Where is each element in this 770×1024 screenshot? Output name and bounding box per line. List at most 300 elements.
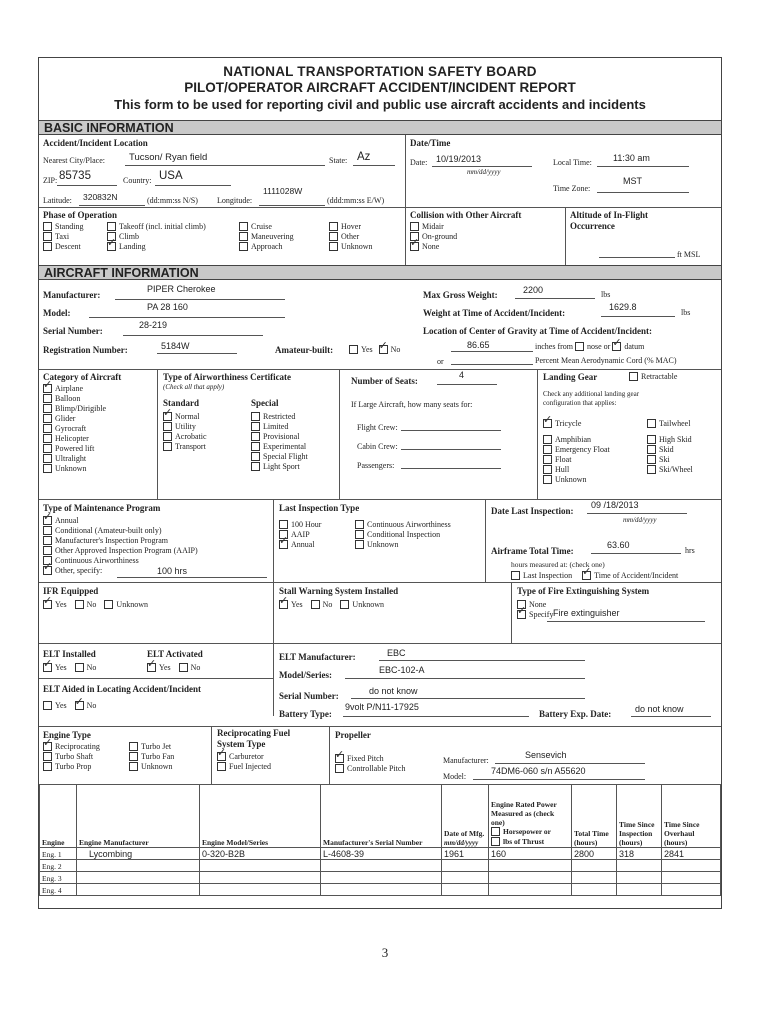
phase-option[interactable]: Standing (43, 222, 83, 232)
state-label: State: (329, 156, 348, 165)
col-engine-model: Engine Model/Series (200, 785, 321, 848)
engine-type-option[interactable]: Turbo Prop (43, 762, 100, 772)
registration-value[interactable]: 5184W (161, 341, 190, 351)
gear-option[interactable]: Hull (543, 465, 610, 475)
phase-option[interactable]: Unknown (329, 242, 373, 252)
checkbox[interactable] (43, 404, 52, 413)
engine-model-cell[interactable] (200, 860, 321, 872)
category-option[interactable]: Gyrocraft (43, 424, 106, 434)
checkbox-checked[interactable] (43, 384, 52, 393)
maintenance-option[interactable]: Manufacturer's Inspection Program (43, 536, 198, 546)
cg-value[interactable]: 86.65 (467, 340, 490, 350)
checkbox[interactable] (43, 701, 52, 710)
checkbox[interactable] (251, 412, 260, 421)
longitude-value[interactable]: 1111028W (263, 186, 303, 196)
standard-option[interactable]: Acrobatic (163, 432, 207, 442)
category-option[interactable]: Helicopter (43, 434, 106, 444)
engine-manufacturer-cell[interactable] (77, 860, 200, 872)
local-time-label: Local Time: (553, 158, 592, 167)
checkbox[interactable] (43, 464, 52, 473)
checkbox[interactable] (349, 345, 358, 354)
propeller-options (335, 754, 405, 774)
checkbox[interactable] (239, 232, 248, 241)
checkbox[interactable] (43, 434, 52, 443)
engine-manufacturer-cell[interactable]: Lycombing (77, 848, 200, 860)
elt-installed-title: ELT Installed (43, 649, 96, 659)
retractable-option[interactable]: Retractable (629, 372, 677, 382)
cg-label: Location of Center of Gravity at Time of Accident/Incident: (423, 326, 652, 336)
time-zone-label: Time Zone: (553, 184, 591, 193)
fuel-system-option[interactable]: ✓Carburetor (217, 752, 271, 762)
checkbox-checked[interactable] (543, 419, 552, 428)
checkbox-checked[interactable] (217, 752, 226, 761)
latitude-label: Latitude: (43, 196, 72, 205)
location-title: Accident/Incident Location (43, 138, 148, 148)
engine-table-header (40, 785, 721, 848)
gear-option[interactable]: Unknown (543, 475, 610, 485)
weight-at-time-value[interactable]: 1629.8 (609, 302, 637, 312)
elt-aided-title: ELT Aided in Locating Accident/Incident (43, 684, 202, 694)
maintenance-option[interactable]: Continuous Airworthiness (43, 556, 198, 566)
fire-extinguishing-value[interactable]: Fire extinguisher (553, 608, 620, 618)
ifr-title: IFR Equipped (43, 586, 99, 596)
gear-option[interactable]: Ski/Wheel (647, 465, 693, 475)
inspection-option[interactable]: AAIP (279, 530, 321, 540)
checkbox[interactable] (543, 455, 552, 464)
checkbox[interactable] (410, 222, 419, 231)
airframe-total-time-value[interactable]: 63.60 (607, 540, 630, 550)
checkbox-checked[interactable] (43, 566, 52, 575)
city-value[interactable]: Tucson/ Ryan field (129, 152, 208, 163)
collision-title: Collision with Other Aircraft (410, 210, 522, 220)
category-option[interactable]: Powered lift (43, 444, 106, 454)
airworthiness-note: (Check all that apply) (163, 383, 225, 391)
elt-activated-options: ✓Yes No (147, 663, 200, 673)
passengers-label: Passengers: (357, 461, 395, 470)
engine-model-cell[interactable]: 0-320-B2B (200, 848, 321, 860)
engine-type-title: Engine Type (43, 730, 91, 740)
cg-or-label: or (437, 357, 444, 366)
checkbox-checked[interactable] (163, 412, 172, 421)
engine-date-cell[interactable] (442, 884, 489, 896)
gear-note-1: Check any additional landing gear (543, 390, 640, 398)
special-title: Special (251, 398, 279, 408)
checkbox-checked[interactable] (335, 754, 344, 763)
checkbox[interactable] (543, 435, 552, 444)
gear-options-right (647, 419, 693, 475)
gear-option[interactable]: Tailwheel (647, 419, 693, 429)
cg-reference: inches from nose or ✓ datum (535, 342, 644, 352)
altitude-title-2: Occurrence (570, 221, 615, 231)
engine-type-option[interactable]: Turbo Fan (129, 752, 174, 762)
inspection-option[interactable]: Continuous Airworthiness (355, 520, 451, 530)
inspection-option[interactable]: 100 Hour (279, 520, 321, 530)
form-title-purpose: This form to be used for reporting civil and public use aircraft accidents and incidents (114, 97, 646, 112)
phase-option[interactable]: ✓Landing (107, 242, 206, 252)
checkbox[interactable] (575, 342, 584, 351)
checkbox[interactable] (335, 764, 344, 773)
engine-table (39, 784, 721, 896)
checkbox[interactable] (43, 536, 52, 545)
special-option[interactable]: Experimental (251, 442, 308, 452)
checkbox[interactable] (43, 424, 52, 433)
aircraft-information-band: AIRCRAFT INFORMATION (39, 265, 721, 280)
checkbox[interactable] (75, 600, 84, 609)
engine-model-cell[interactable] (200, 872, 321, 884)
checkbox[interactable] (251, 452, 260, 461)
serial-value[interactable]: 28-219 (139, 320, 168, 330)
fire-option[interactable]: ✓Specify (517, 610, 553, 620)
engine-since-inspection-cell[interactable]: 318 (617, 848, 662, 860)
engine-power-cell[interactable] (489, 884, 572, 896)
gear-option[interactable]: ✓Tricycle (543, 419, 610, 429)
max-gross-weight-value[interactable]: 2200 (523, 285, 544, 295)
date-last-inspection-value[interactable]: 09 /18/2013 (591, 500, 639, 510)
phase-option[interactable]: Taxi (43, 232, 83, 242)
model-value[interactable]: PA 28 160 (147, 302, 188, 312)
phase-option[interactable]: Maneuvering (239, 232, 294, 242)
checkbox-checked[interactable] (279, 540, 288, 549)
local-time-value[interactable]: 11:30 am (613, 153, 650, 163)
special-option[interactable]: Provisional (251, 432, 308, 442)
category-option[interactable]: Glider (43, 414, 106, 424)
checkbox[interactable] (647, 445, 656, 454)
gear-option[interactable]: Amphibian (543, 435, 610, 445)
checkbox-checked[interactable] (147, 663, 156, 672)
checkbox[interactable] (43, 444, 52, 453)
date-value[interactable]: 10/19/2013 (436, 154, 482, 164)
flight-crew-label: Flight Crew: (357, 423, 398, 432)
cabin-crew-label: Cabin Crew: (357, 442, 398, 451)
form-title-report: PILOT/OPERATOR AIRCRAFT ACCIDENT/INCIDENT REPORT (184, 80, 576, 95)
engine-total-time-cell[interactable] (572, 860, 617, 872)
engine-type-option[interactable]: ✓Reciprocating (43, 742, 100, 752)
serial-label: Serial Number: (43, 326, 103, 336)
inspection-option[interactable]: Unknown (355, 540, 451, 550)
special-options (251, 412, 308, 472)
datetime-title: Date/Time (410, 138, 451, 148)
checkbox[interactable] (329, 222, 338, 231)
latitude-format: (dd:mm:ss N/S) (147, 196, 198, 205)
last-inspection-col-2 (355, 520, 451, 550)
engine-since-overhaul-cell[interactable] (662, 872, 721, 884)
cg-mac-label: Percent Mean Aerodynamic Cord (% MAC) (535, 356, 677, 365)
propeller-option[interactable]: ✓Fixed Pitch (335, 754, 405, 764)
recip-fuel-title-2: System Type (217, 739, 266, 749)
special-option[interactable]: Special Flight (251, 452, 308, 462)
maintenance-option[interactable]: Other Approved Inspection Program (AAIP) (43, 546, 198, 556)
checkbox-checked[interactable] (43, 663, 52, 672)
maintenance-option[interactable]: ✓Annual (43, 516, 198, 526)
hrs-label: hrs (685, 546, 695, 555)
elt-installed-options: ✓Yes No (43, 663, 96, 673)
time-zone-value[interactable]: MST (623, 176, 642, 186)
checkbox[interactable] (43, 394, 52, 403)
fire-option[interactable]: None (517, 600, 553, 610)
maintenance-other-value[interactable]: 100 hrs (157, 566, 188, 576)
propeller-option[interactable]: Controllable Pitch (335, 764, 405, 774)
engine-total-time-cell[interactable]: 2800 (572, 848, 617, 860)
engine-total-time-cell[interactable] (572, 872, 617, 884)
collision-option[interactable]: Midair (410, 222, 457, 232)
engine-date-cell[interactable]: 1961 (442, 848, 489, 860)
checkbox-checked[interactable] (379, 345, 388, 354)
phase-option[interactable]: Takeoff (incl. initial climb) (107, 222, 206, 232)
checkbox[interactable] (179, 663, 188, 672)
checkbox[interactable] (279, 520, 288, 529)
checkbox[interactable] (217, 762, 226, 771)
checkbox[interactable] (107, 222, 116, 231)
checkbox-checked[interactable] (43, 600, 52, 609)
phase-option[interactable]: Cruise (239, 222, 294, 232)
landing-gear-title: Landing Gear (543, 372, 598, 382)
checkbox[interactable] (43, 242, 52, 251)
elt-manufacturer-value[interactable]: EBC (387, 648, 406, 658)
engine-since-inspection-cell[interactable] (617, 872, 662, 884)
phase-option[interactable]: Approach (239, 242, 294, 252)
checkbox-checked[interactable] (612, 342, 621, 351)
checkbox[interactable] (129, 742, 138, 751)
checkbox[interactable] (629, 372, 638, 381)
checkbox[interactable] (163, 422, 172, 431)
checkbox[interactable] (163, 432, 172, 441)
amateur-no-label: No (390, 345, 401, 354)
country-label: Country: (123, 176, 152, 185)
manufacturer-label: Manufacturer: (43, 290, 101, 300)
gear-option[interactable]: Ski (647, 455, 693, 465)
checkbox[interactable] (163, 442, 172, 451)
col-date-of-mfg: Date of Mfg. mm/dd/yyyy (442, 785, 489, 848)
engine-total-time-cell[interactable] (572, 884, 617, 896)
gear-note-2: configuration that applies: (543, 399, 617, 407)
standard-option[interactable]: Utility (163, 422, 207, 432)
engine-model-cell[interactable] (200, 884, 321, 896)
maintenance-option-other[interactable]: ✓Other, specify: (43, 566, 198, 576)
category-title: Category of Aircraft (43, 372, 122, 382)
amateur-built-label: Amateur-built: (275, 345, 334, 355)
amateur-yes-label: Yes (361, 345, 373, 354)
checkbox[interactable] (511, 571, 520, 580)
category-option[interactable]: Blimp/Dirigible (43, 404, 106, 414)
inspection-option[interactable]: ✓Annual (279, 540, 321, 550)
page-number: 3 (381, 945, 389, 960)
fire-extinguishing-options (517, 600, 553, 620)
seats-value[interactable]: 4 (459, 370, 465, 380)
table-row (40, 848, 721, 860)
fuel-system-option[interactable]: Fuel Injected (217, 762, 271, 772)
engine-since-overhaul-cell[interactable] (662, 884, 721, 896)
checkbox[interactable] (647, 419, 656, 428)
maintenance-option[interactable]: Conditional (Amateur-built only) (43, 526, 198, 536)
checkbox[interactable] (239, 222, 248, 231)
stall-warning-title: Stall Warning System Installed (279, 586, 399, 596)
checkbox[interactable] (251, 442, 260, 451)
seats-label: Number of Seats: (351, 376, 418, 386)
checkbox[interactable] (543, 475, 552, 484)
airworthiness-title: Type of Airworthiness Certificate (163, 372, 292, 382)
special-option[interactable]: Light Sport (251, 462, 308, 472)
lbs-label: lbs (601, 290, 611, 299)
gear-option[interactable]: Emergency Float (543, 445, 610, 455)
engine-cell: Eng. 1 (40, 848, 77, 860)
checkbox[interactable] (251, 422, 260, 431)
checkbox[interactable] (43, 762, 52, 771)
checkbox[interactable] (104, 600, 113, 609)
checkbox[interactable] (43, 526, 52, 535)
engine-power-cell[interactable] (489, 872, 572, 884)
propeller-title: Propeller (335, 730, 371, 740)
checkbox[interactable] (43, 454, 52, 463)
report-form (38, 57, 722, 909)
engine-power-cell[interactable] (489, 860, 572, 872)
engine-date-cell[interactable] (442, 872, 489, 884)
checkbox[interactable] (329, 242, 338, 251)
city-label: Nearest City/Place: (43, 156, 105, 165)
last-inspection-title: Last Inspection Type (279, 503, 360, 513)
engine-manufacturer-cell[interactable] (77, 872, 200, 884)
battery-exp-value[interactable]: do not know (635, 704, 684, 714)
recip-fuel-title: Reciprocating Fuel (217, 728, 291, 738)
checkbox[interactable] (129, 752, 138, 761)
checkbox-checked[interactable] (75, 701, 84, 710)
propeller-manufacturer-value[interactable]: Sensevich (525, 750, 567, 760)
checkbox[interactable] (239, 242, 248, 251)
checkbox-checked[interactable] (517, 610, 526, 619)
checkbox[interactable] (43, 222, 52, 231)
checkbox-checked[interactable] (279, 600, 288, 609)
engine-serial-cell[interactable] (321, 872, 442, 884)
propeller-model-label: Model: (443, 772, 467, 781)
manufacturer-value[interactable]: PIPER Cherokee (147, 284, 216, 294)
checkbox[interactable] (251, 432, 260, 441)
date-format: mm/dd/yyyy (467, 168, 501, 176)
checkbox[interactable] (75, 663, 84, 672)
engine-power-cell[interactable]: 160 (489, 848, 572, 860)
engine-since-inspection-cell[interactable] (617, 884, 662, 896)
checkbox[interactable] (647, 435, 656, 444)
checkbox[interactable] (355, 540, 364, 549)
latitude-value[interactable]: 320832N (83, 192, 118, 202)
checkbox[interactable] (543, 445, 552, 454)
checkbox[interactable] (129, 762, 138, 771)
engine-cell: Eng. 3 (40, 872, 77, 884)
checkbox[interactable] (355, 530, 364, 539)
stall-warning-options: ✓Yes No Unknown (279, 600, 384, 610)
elt-activated-title: ELT Activated (147, 649, 203, 659)
phase-option[interactable]: Hover (329, 222, 373, 232)
standard-options (163, 412, 207, 452)
engine-type-option[interactable]: Unknown (129, 762, 174, 772)
category-options (43, 384, 106, 474)
checkbox[interactable] (43, 546, 52, 555)
maintenance-title: Type of Maintenance Program (43, 503, 161, 513)
engine-serial-cell[interactable] (321, 884, 442, 896)
checkbox[interactable] (311, 600, 320, 609)
checkbox-checked[interactable] (43, 742, 52, 751)
engine-date-cell[interactable] (442, 860, 489, 872)
special-option[interactable]: Limited (251, 422, 308, 432)
state-value[interactable]: Az (357, 151, 371, 163)
checkbox[interactable] (329, 232, 338, 241)
collision-option[interactable]: On-ground (410, 232, 457, 242)
basic-information-band: BASIC INFORMATION (39, 120, 721, 135)
amateur-built-options (349, 345, 400, 355)
col-time-since-overhaul: Time Since Overhaul (hours) (662, 785, 721, 848)
engine-type-col-1 (43, 742, 100, 772)
last-inspection-col-1 (279, 520, 321, 550)
checkbox[interactable] (43, 232, 52, 241)
engine-since-inspection-cell[interactable] (617, 860, 662, 872)
ifr-options: ✓Yes No Unknown (43, 600, 148, 610)
col-serial-number: Manufacturer's Serial Number (321, 785, 442, 848)
elt-serial-value[interactable]: do not know (369, 686, 418, 696)
checkbox[interactable] (355, 520, 364, 529)
phase-option[interactable]: Climb (107, 232, 206, 242)
longitude-label: Longitude: (217, 196, 253, 205)
collision-option[interactable]: ✓None (410, 242, 457, 252)
engine-manufacturer-cell[interactable] (77, 884, 200, 896)
checkbox[interactable] (543, 465, 552, 474)
category-option[interactable]: Unknown (43, 464, 106, 474)
engine-type-option[interactable]: Turbo Jet (129, 742, 174, 752)
altitude-unit: ft MSL (677, 250, 701, 259)
category-option[interactable]: Balloon (43, 394, 106, 404)
gear-options-left (543, 419, 610, 485)
checkbox-checked[interactable] (43, 516, 52, 525)
category-option[interactable]: ✓Airplane (43, 384, 106, 394)
battery-type-value[interactable]: 9volt P/N11-17925 (345, 702, 419, 712)
inspection-option[interactable]: Conditional Inspection (355, 530, 451, 540)
checkbox-checked[interactable] (107, 242, 116, 251)
phase-option[interactable]: Descent (43, 242, 83, 252)
engine-type-option[interactable]: Turbo Shaft (43, 752, 100, 762)
engine-serial-cell[interactable]: L-4608-39 (321, 848, 442, 860)
checkbox[interactable] (647, 455, 656, 464)
large-aircraft-label: If Large Aircraft, how many seats for: (351, 400, 473, 409)
checkbox-checked[interactable] (582, 571, 591, 580)
checkbox[interactable] (251, 462, 260, 471)
max-gross-weight-label: Max Gross Weight: (423, 290, 498, 300)
checkbox[interactable] (647, 465, 656, 474)
checkbox[interactable] (43, 414, 52, 423)
phase-option[interactable]: Other (329, 232, 373, 242)
checkbox[interactable] (43, 752, 52, 761)
special-option[interactable]: Restricted (251, 412, 308, 422)
checkbox-checked[interactable] (410, 242, 419, 251)
airframe-measured-at: Last Inspection ✓ Time of Accident/Incident (511, 571, 678, 581)
standard-option[interactable]: Transport (163, 442, 207, 452)
gear-option[interactable]: Skid (647, 445, 693, 455)
table-row (40, 872, 721, 884)
standard-title: Standard (163, 398, 200, 408)
phase-col-2 (107, 222, 206, 252)
elt-model-value[interactable]: EBC-102-A (379, 665, 425, 675)
checkbox[interactable] (340, 600, 349, 609)
checkbox[interactable] (491, 837, 500, 846)
checkbox[interactable] (491, 827, 500, 836)
date-last-inspection-label: Date Last Inspection: (491, 506, 574, 516)
country-value[interactable]: USA (159, 170, 183, 182)
gear-option[interactable]: High Skid (647, 435, 693, 445)
category-option[interactable]: Ultralight (43, 454, 106, 464)
engine-since-overhaul-cell[interactable]: 2841 (662, 848, 721, 860)
standard-option[interactable]: ✓Normal (163, 412, 207, 422)
engine-serial-cell[interactable] (321, 860, 442, 872)
engine-since-overhaul-cell[interactable] (662, 860, 721, 872)
gear-option[interactable]: Float (543, 455, 610, 465)
propeller-model-value[interactable]: 74DM6-060 s/n A55620 (491, 766, 586, 776)
zip-value[interactable]: 85735 (59, 170, 91, 182)
